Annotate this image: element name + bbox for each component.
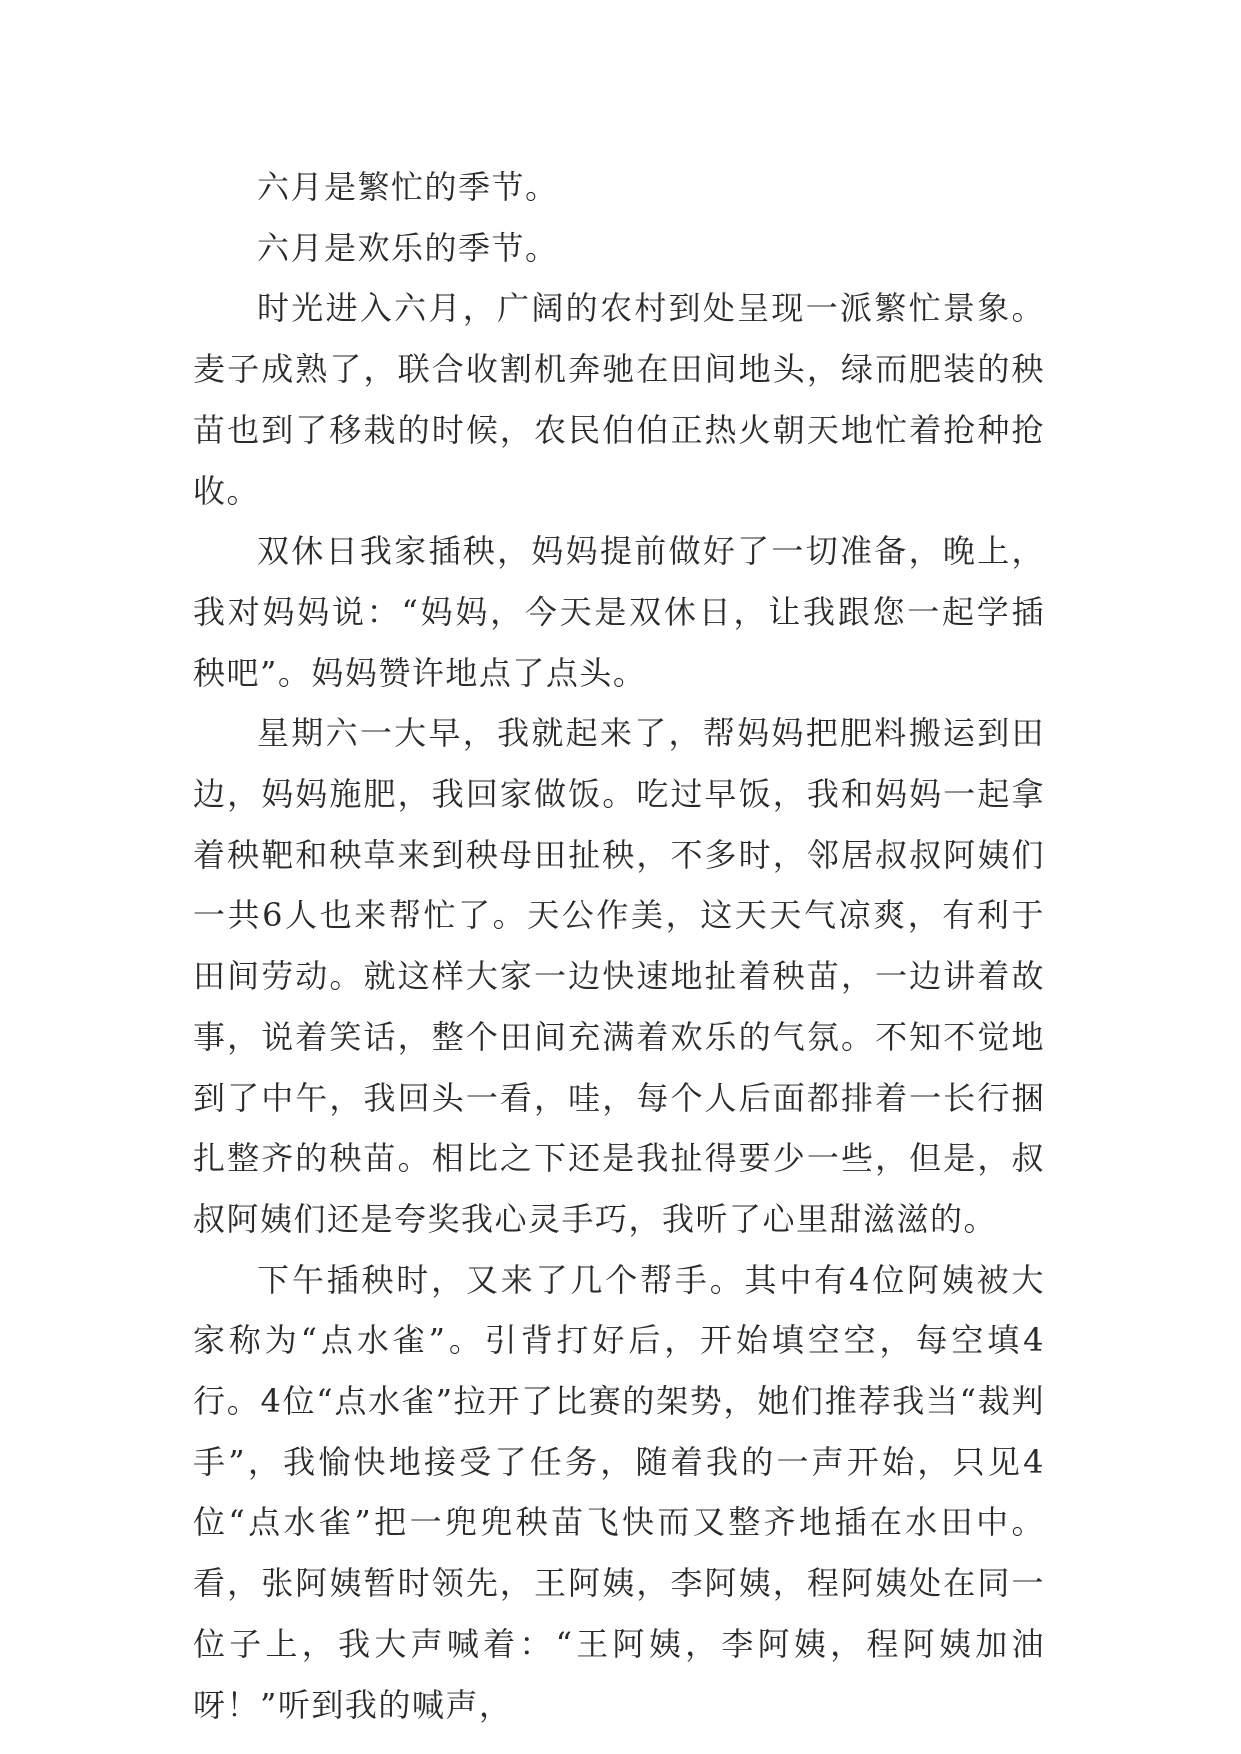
document-body [193, 157, 1045, 1735]
paragraph-4: 双休日我家插秧，妈妈提前做好了一切准备，晚上，我对妈妈说：“妈妈，今天是双休日，让我跟您一起学插秧吧”。妈妈赞许地点了点头。 [193, 532, 1045, 692]
paragraph-1: 六月是繁忙的季节。 [257, 168, 559, 206]
paragraph-5: 星期六一大早，我就起来了，帮妈妈把肥料搬运到田边，妈妈施肥，我回家做饭。吃过早饭，我和妈妈一起拿着秧靶和秧草来到秧母田扯秧，不多时，邻居叔叔阿姨们一共6人也来帮忙了。天公作美，这天天气凉爽，有利于田间劳动。就这样大家一边快速地扯着秧苗，一边讲着故事，说着笑话，整个田间充满着欢乐的气氛。不知不觉地到了中午，我回头一看，哇，每个人后面都排着一长行捆扎整齐的秧苗。相比之下还是我扯得要少一些，但是，叔叔阿姨们还是夸奖我心灵手巧，我听了心里甜滋滋的。 [193, 714, 1045, 1238]
paragraph-6: 下午插秧时，又来了几个帮手。其中有4位阿姨被大家称为“点水雀”。引背打好后，开始填空空，每空填4行。4位“点水雀”拉开了比赛的架势，她们推荐我当“裁判手”，我愉快地接受了任务，随着我的一声开始，只见4位“点水雀”把一兜兜秧苗飞快而又整齐地插在水田中。看，张阿姨暂时领先，王阿姨，李阿姨，程阿姨处在同一位子上，我大声喊着：“王阿姨，李阿姨，程阿姨加油呀！”听到我的喊声， [193, 1260, 1045, 1724]
paragraph-3: 时光进入六月，广阔的农村到处呈现一派繁忙景象。麦子成熟了，联合收割机奔驰在田间地头，绿而肥装的秧苗也到了移栽的时候，农民伯伯正热火朝天地忙着抢种抢收。 [193, 289, 1045, 510]
paragraph-2: 六月是欢乐的季节。 [257, 228, 559, 267]
